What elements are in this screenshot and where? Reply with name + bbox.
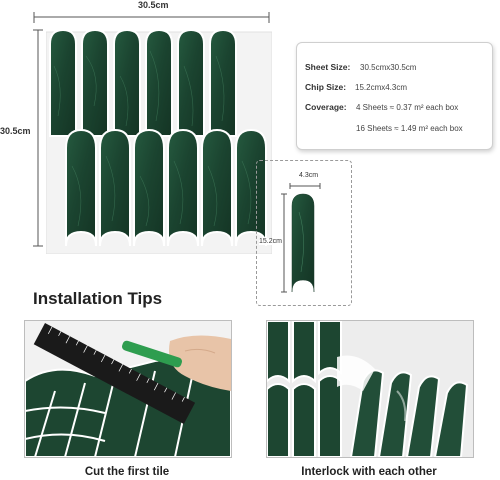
interlock-photo (266, 320, 474, 458)
interlock-caption: Interlock with each other (301, 466, 437, 478)
coverage-line-2: 16 Sheets ≈ 1.49 m² each box (356, 124, 463, 133)
sheet-height-dimension (32, 28, 44, 250)
chip-size-key: Chip Size: (305, 82, 347, 92)
chip-width-dimension (286, 182, 326, 190)
cut-first-tile-caption: Cut the first tile (84, 466, 170, 478)
sheet-width-dimension (30, 8, 275, 24)
sheet-size-value: 30.5cmx30.5cm (360, 63, 417, 72)
specifications-panel (296, 42, 493, 150)
chip-size-value: 15.2cmx4.3cm (355, 83, 408, 92)
coverage-line-1: 4 Sheets ≈ 0.37 m² each box (356, 103, 459, 112)
chip-width-label: 4.3cm (299, 172, 319, 179)
interlock-illustration (267, 321, 473, 457)
coverage-key: Coverage: (305, 102, 347, 112)
sheet-size-key: Sheet Size: (305, 62, 351, 72)
tile-sheet-image (46, 26, 272, 254)
sheet-width-label: 30.5cm (138, 0, 169, 10)
installation-tips-title: Installation Tips (33, 289, 163, 308)
chip-height-label: 15.2cm (259, 238, 282, 245)
cutting-illustration (25, 321, 231, 457)
sheet-height-label: 30.5cm (0, 126, 31, 136)
cut-first-tile-photo (24, 320, 232, 458)
single-chip-image (289, 192, 317, 296)
